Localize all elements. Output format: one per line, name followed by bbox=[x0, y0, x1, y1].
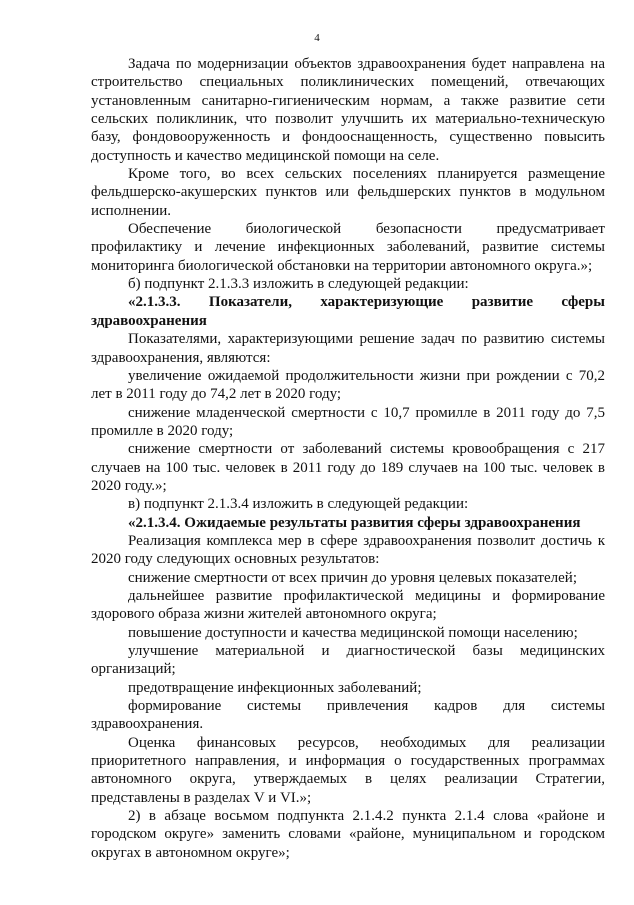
heading-word: Показатели, bbox=[208, 294, 292, 311]
section-heading-2-1-3-4: «2.1.3.4. Ожидаемые результаты развития сферы здравоохранения bbox=[128, 514, 581, 531]
heading-word: развитие bbox=[471, 294, 534, 311]
list-item: снижение младенческой смертности с 10,7 промилле в 2011 году до 7,5 промилле в 2020 году; bbox=[91, 404, 605, 439]
page-number: 4 bbox=[314, 32, 320, 44]
section-heading-2-1-3-3 bbox=[91, 293, 605, 311]
paragraph: Показателями, характеризующими решение задач по развитию системы здравоохранения, являются: bbox=[91, 331, 605, 366]
heading-word: «2.1.3.3. bbox=[128, 294, 181, 311]
list-item: увеличение ожидаемой продолжительности жизни при рождении с 70,2 лет в 2011 году до 74,2 лет в 2020 году; bbox=[91, 367, 605, 403]
list-item: снижение смертности от заболеваний системы кровообращения с 217 случаев на 100 тыс. человек в 2011 году до 189 случаев на 100 тыс. человек в 2020 году.»; bbox=[91, 441, 605, 494]
list-item: улучшение материальной и диагностической базы медицинских организаций; bbox=[91, 643, 605, 678]
paragraph: 2) в абзаце восьмом подпункта 2.1.4.2 пункта 2.1.4 слова «районе и городском округе» заменить словами «районе, муниципальном и городском округах в автономном округе»; bbox=[91, 808, 605, 861]
paragraph: Реализация комплекса мер в сфере здравоохранения позволит достичь к 2020 году следующих основных результатов: bbox=[91, 532, 605, 568]
list-item: снижение смертности от всех причин до уровня целевых показателей; bbox=[128, 569, 577, 586]
paragraph: в) подпункт 2.1.3.4 изложить в следующей редакции: bbox=[128, 496, 469, 513]
paragraph: Кроме того, во всех сельских поселениях планируется размещение фельдшерско-акушерских пунктов или фельдшерских пунктов в модульном исполнении. bbox=[91, 166, 605, 219]
document-body bbox=[91, 55, 605, 862]
heading-word: характеризующие bbox=[320, 294, 444, 311]
paragraph: б) подпункт 2.1.3.3 изложить в следующей редакции: bbox=[128, 276, 469, 293]
heading-continuation: здравоохранения bbox=[91, 312, 207, 329]
list-item: дальнейшее развитие профилактической медицины и формирование здорового образа жизни жителей автономного округа; bbox=[91, 587, 605, 623]
heading-word: сферы bbox=[561, 294, 605, 311]
list-item: формирование системы привлечения кадров для системы здравоохранения. bbox=[91, 698, 605, 733]
list-item: предотвращение инфекционных заболеваний; bbox=[128, 679, 422, 696]
list-item: повышение доступности и качества медицинской помощи населению; bbox=[128, 624, 578, 641]
paragraph: Обеспечение биологической безопасности предусматривает профилактику и лечение инфекционных заболеваний, развитие системы мониторинга биологической обстановки на территории автономного округа.»; bbox=[91, 221, 605, 274]
paragraph: Задача по модернизации объектов здравоохранения будет направлена на строительство специальных поликлинических помещений, отвечающих установленным санитарно-гигиеническим нормам, а также развитие сети сельских поликлиник, что позволит улучшить их материально-техническую базу, фондовооруженность и фондооснащенность, существенно повысить доступность и качество медицинской помощи на селе. bbox=[91, 56, 605, 164]
paragraph: Оценка финансовых ресурсов, необходимых для реализации приоритетного направления, и информация о государственных программах автономного округа, утверждаемых в целях реализации Стратегии, представлены в разделах V и VI.»; bbox=[91, 734, 605, 806]
